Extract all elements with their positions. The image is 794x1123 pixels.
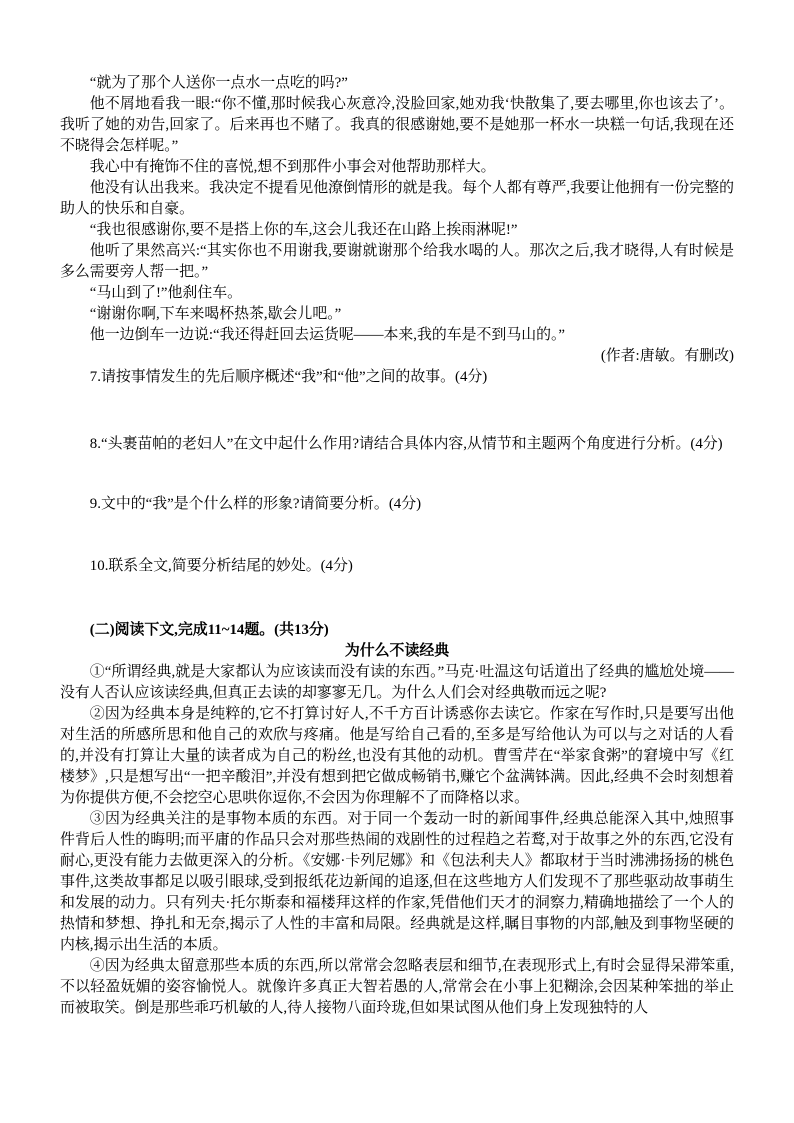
passage-paragraph-1: ①“所谓经典,就是大家都认为应该读而没有读的东西。”马克·吐温这句话道出了经典的尴尬处境——没有人否认应该读经典,但真正去读的却寥寥无几。为什么人们会对经典敬而远之呢?: [60, 664, 734, 701]
question-8: 8.“头裹苗帕的老妇人”在文中起什么作用?请结合具体内容,从情节和主题两个角度进行分析。(4分): [89, 436, 723, 452]
section-two-header: (二)阅读下文,完成11~14题。(共13分): [89, 622, 329, 638]
question-10: 10.联系全文,简要分析结尾的妙处。(4分): [89, 558, 353, 574]
passage-paragraph-2: ②因为经典本身是纯粹的,它不打算讨好人,不千方百计诱惑你去读它。作家在写作时,只是要写出他对生活的所感所思和他自己的欢欣与疼痛。他是写给自己看的,至多是写给他认为可以与之对话的人看的,并没有打算让大量的读者成为自己的粉丝,也没有其他的动机。曹雪芹在“举家食粥”的窘境中写《红楼梦》,只是想写出“一把辛酸泪”,并没有想到把它做成畅销书,赚它个盆满钵满。因此,经典不会时刻想着为你提供方便,不会挖空心思哄你逗你,不会因为你理解不了而降格以求。: [60, 706, 734, 806]
passage-title: 为什么不读经典: [344, 643, 450, 659]
story-paragraph-3: 我心中有掩饰不住的喜悦,想不到那件小事会对他帮助那样大。: [89, 159, 496, 175]
story-paragraph-6: 他听了果然高兴:“其实你也不用谢我,要谢就谢那个给我水喝的人。那次之后,我才晓得,人有时候是多么需要旁人帮一把。”: [60, 243, 734, 280]
story-paragraph-4: 他没有认出我来。我决定不提看见他潦倒情形的就是我。每个人都有尊严,我要让他拥有一份完整的助人的快乐和自豪。: [60, 180, 734, 217]
story-paragraph-5: “我也很感谢你,要不是搭上你的车,这会儿我还在山路上挨雨淋呢!”: [89, 222, 518, 238]
question-7: 7.请按事情发生的先后顺序概述“我”和“他”之间的故事。(4分): [89, 369, 488, 385]
passage-paragraph-3: ③因为经典关注的是事物本质的东西。对于同一个轰动一时的新闻事件,经典总能深入其中,烛照事件背后人性的晦明;而平庸的作品只会对那些热闹的戏剧性的过程趋之若鹜,对于故事之外的东西,它没有耐心,更没有能力去做更深入的分析。《安娜·卡列尼娜》和《包法利夫人》都取材于当时沸沸扬扬的桃色事件,这类故事都足以吸引眼球,受到报纸花边新闻的追逐,但在这些地方人们发现不了那些驱动故事萌生和发展的动力。只有列夫·托尔斯泰和福楼拜这样的作家,凭借他们天才的洞察力,精确地描绘了一个人的热情和梦想、挣扎和无奈,揭示了人性的丰富和局限。经典就是这样,瞩目事物的内部,触及到事物坚硬的内核,揭示出生活的本质。: [60, 811, 734, 953]
question-9: 9.文中的“我”是个什么样的形象?请简要分析。(4分): [89, 496, 422, 512]
story-paragraph-8: “谢谢你啊,下车来喝杯热茶,歇会儿吧。”: [89, 306, 342, 322]
story-paragraph-1: “就为了那个人送你一点水一点吃的吗?”: [89, 75, 348, 91]
story-paragraph-2: 他不屑地看我一眼:“你不懂,那时候我心灰意冷,没脸回家,她劝我‘快散集了,要去哪里,你也该去了’。我听了她的劝告,回家了。后来再也不赌了。我真的很感谢她,要不是她那一杯水一块糕一句话,我现在还不晓得会怎样呢。”: [60, 96, 734, 154]
story-paragraph-9: 他一边倒车一边说:“我还得赶回去运货呢——本来,我的车是不到马山的。”: [89, 327, 566, 343]
passage-paragraph-4: ④因为经典太留意那些本质的东西,所以常常会忽略表层和细节,在表现形式上,有时会显得呆滞笨重,不以轻盈妩媚的姿容愉悦人。就像许多真正大智若愚的人,常常会在小事上犯糊涂,会因某种笨拙的举止而被取笑。倒是那些乖巧机敏的人,待人接物八面玲珑,但如果试图从他们身上发现独特的人: [60, 958, 734, 1016]
author-attribution: (作者:唐敏。有删改): [600, 348, 734, 364]
story-paragraph-7: “马山到了!”他刹住车。: [89, 285, 242, 301]
